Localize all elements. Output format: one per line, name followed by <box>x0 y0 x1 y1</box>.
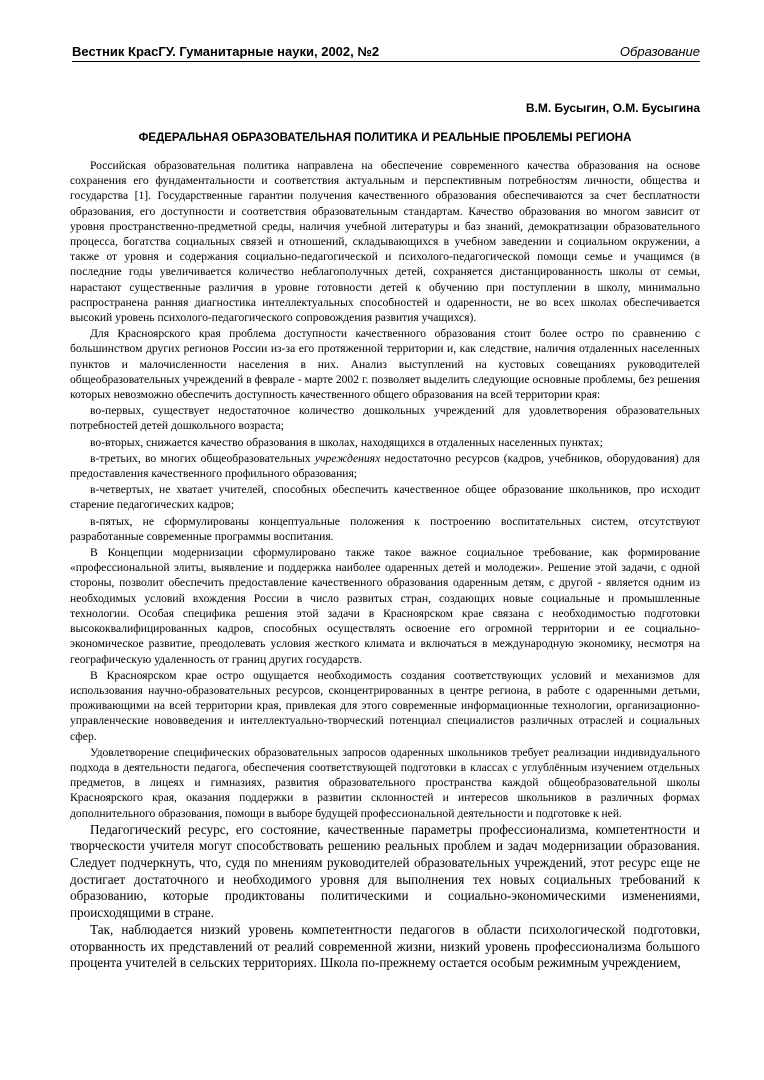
article-authors: В.М. Бусыгин, О.М. Бусыгина <box>525 101 700 115</box>
paragraph: Российская образовательная политика направлена на обеспечение современного качества образования на основе сохранения его фундаментальности и соответствия актуальным и перспективным потребностям личности, общества и государства [1]. Государственные гарантии получения качественного образования обеспечиваются за счет бесплатности образования, его доступности и соответствия образовательным стандартам. Качество образования во многом зависит от уровня пространственно-предметной среды, наличия учебной литературы и баз знаний, демократизации образовательного процесса, богатства социальных связей и отношений, складывающихся в учебном заведении и социальном окружении, а также от уровня и содержания социально-педагогической и психолого-педагогической помощи семье и учащимся (в последние годы увеличивается количество неблагополучных детей, сохраняется дистанцированность школы от семьи, нарастают существенные различия в уровне готовности детей к обучению при поступлении в школу, минимально распространена ранняя диагностика интеллектуальных способностей и одаренности, не во всех школах обеспечивается высокий уровень психолого-педагогического сопровождения развития учащихся). <box>70 159 700 325</box>
emphasized-word: учреждениях <box>314 451 381 465</box>
article-body <box>70 158 700 972</box>
running-header <box>72 44 700 62</box>
paragraph: Для Красноярского края проблема доступности качественного образования стоит более остро по сравнению с большинством других регионов России из-за его протяженной территории и, как следствие, наличия отдаленных населенных пунктов и малочисленности населения в них. Анализ выступлений на кустовых совещаниях руководителей общеобразовательных учреждений в феврале - марте 2002 г. позволяет выделить следующие основные проблемы, без решения которых невозможно обеспечить доступность качественного общего образования на всей территории края: <box>70 327 700 402</box>
paragraph: В Красноярском крае остро ощущается необходимость создания соответствующих условий и механизмов для использования научно-образовательных ресурсов, сконцентрированных в центре региона, в работе с одаренными детьми, проживающими на всей территории края, привлекая для этого современные информационные технологии, организационно-управленческие нововведения и интеллектуально-творческий потенциал специалистов различных отраслей и социальных сфер. <box>70 668 700 743</box>
list-paragraph: в-пятых, не сформулированы концептуальные положения к построению воспитательных систем, отсутствуют разработанные современные программы воспитания. <box>70 514 700 543</box>
section-name: Образование <box>619 44 700 59</box>
paragraph-text: в-третьих, во многих общеобразовательных <box>90 451 315 465</box>
paragraph: Педагогический ресурс, его состояние, качественные параметры профессионализма, компетентности и творческости учителя могут способствовать решению реальных проблем и задач модернизации образования. Следует подчеркнуть, что, судя по мнениям руководителей образовательных учреждений, этот ресурс еще не достигает достаточного и необходимого уровня для выполнения тех новых социальных требований к образованию, которые продиктованы политическими и социально-экономическими изменениями, происходящими в стране. <box>70 821 700 920</box>
list-paragraph: во-вторых, снижается качество образования в школах, находящихся в отдаленных населенных пунктах; <box>90 435 603 449</box>
list-paragraph: во-первых, существует недостаточное количество дошкольных учреждений для удовлетворения образовательных потребностей детей дошкольного возраста; <box>70 404 700 433</box>
paragraph: В Концепции модернизации сформулировано также такое важное социальное требование, как формирование «профессиональной элиты, выявление и поддержка наиболее одаренных детей и молодежи». Решение этой задачи, с одной стороны, позволит обеспечить предоставление качественного образования одаренным детям, с другой - является одним из необходимых условий вхождения России в число развитых стран, создающих новые социальные и промышленные технологии. Особая специфика решения этой задачи в Красноярском крае связана с необходимостью подготовки высококвалифицированных кадров, способных осуществлять освоение его огромной территории и ее социально-экономическое развитие, преодолевать условия жесткого климата и включаться в международную экономику, несмотря на географическую удаленность от границ других государств. <box>70 546 700 666</box>
article-title: ФЕДЕРАЛЬНАЯ ОБРАЗОВАТЕЛЬНАЯ ПОЛИТИКА И РЕАЛЬНЫЕ ПРОБЛЕМЫ РЕГИОНА <box>138 132 632 144</box>
paragraph: Так, наблюдается низкий уровень компетентности педагогов в области психологической подготовки, оторванность их представлений от реалий современной жизни, низкий уровень профессионализма большого процента учителей в сельских территориях. Школа по-прежнему остается особым режимным учреждением, <box>70 922 700 971</box>
article-page <box>70 44 700 972</box>
list-paragraph: в-четвертых, не хватает учителей, способных обеспечить качественное общее образование школьников, про исходит старение педагогических кадров; <box>70 483 700 512</box>
paragraph: Удовлетворение специфических образовательных запросов одаренных школьников требует реализации индивидуального подхода в деятельности педагога, обеспечения соответствующей подготовки в классах с углублённым изучением отдельных предметов, в лицеях и гимназиях, развития образовательного пространства каждой общеобразовательной школы Красноярского края, оказания поддержки в развитии склонностей и интересов школьников в различных формах дополнительного образования, помощи в выборе будущей профессиональной деятельности и подготовке к ней. <box>70 745 700 820</box>
list-paragraph <box>70 451 700 481</box>
paragraph-text: недостаточно ресурсов (кадров, учебников, оборудования) для предоставления качественного профильного образования; <box>70 451 700 481</box>
journal-title: Вестник КрасГУ. Гуманитарные науки, 2002, №2 <box>72 44 380 59</box>
